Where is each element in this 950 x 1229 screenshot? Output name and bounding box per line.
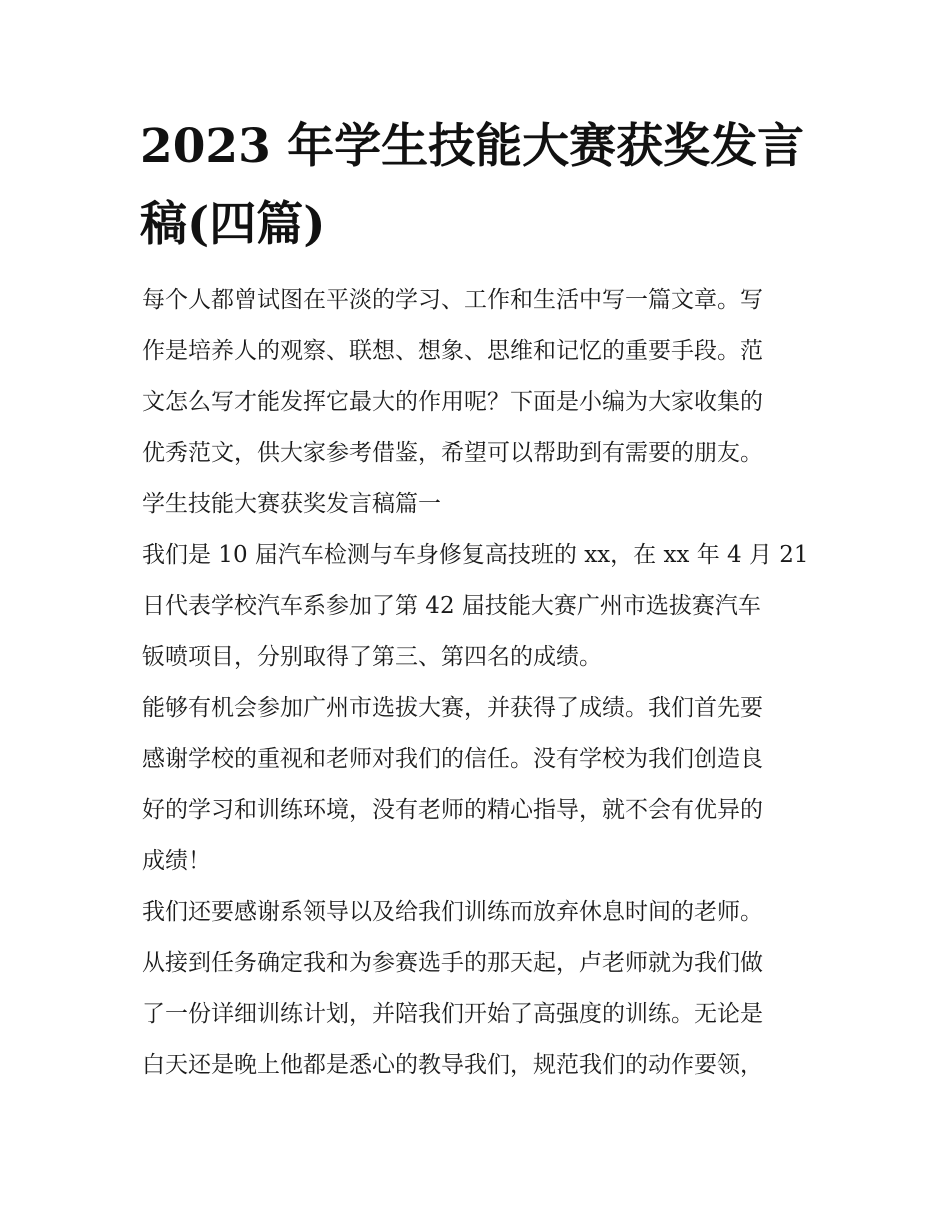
page-title bbox=[140, 108, 820, 264]
body-line: 作是培养人的观察、联想、想象、思维和记忆的重要手段。范 bbox=[142, 338, 763, 364]
body-line: 每个人都曾试图在平淡的学习、工作和生活中写一篇文章。写 bbox=[142, 287, 763, 313]
section-heading: 学生技能大赛获奖发言稿篇一 bbox=[142, 491, 441, 517]
body-line: 能够有机会参加广州市选拔大赛，并获得了成绩。我们首先要 bbox=[142, 695, 763, 721]
body-line: 白天还是晚上他都是悉心的教导我们，规范我们的动作要领， bbox=[142, 1052, 763, 1078]
body-line: 成绩！ bbox=[142, 848, 211, 874]
body-line: 了一份详细训练计划，并陪我们开始了高强度的训练。无论是 bbox=[142, 1001, 763, 1027]
body-line: 钣喷项目，分别取得了第三、第四名的成绩。 bbox=[142, 644, 602, 670]
body-line: 感谢学校的重视和老师对我们的信任。没有学校为我们创造良 bbox=[142, 746, 763, 772]
body-line: 我们是 10 届汽车检测与车身修复高技班的 xx，在 xx 年 4 月 21 bbox=[142, 542, 809, 568]
body-line: 文怎么写才能发挥它最大的作用呢？下面是小编为大家收集的 bbox=[142, 389, 763, 415]
body-line: 从接到任务确定我和为参赛选手的那天起，卢老师就为我们做 bbox=[142, 950, 763, 976]
body-line: 日代表学校汽车系参加了第 42 届技能大赛广州市选拔赛汽车 bbox=[142, 593, 761, 619]
body-line: 好的学习和训练环境，没有老师的精心指导，就不会有优异的 bbox=[142, 797, 763, 823]
title-line: 稿(四篇) bbox=[140, 197, 326, 252]
body-line: 优秀范文，供大家参考借鉴，希望可以帮助到有需要的朋友。 bbox=[142, 440, 763, 466]
title-line: 2023 年学生技能大赛获奖发言 bbox=[140, 119, 805, 174]
body-line: 我们还要感谢系领导以及给我们训练而放弃休息时间的老师。 bbox=[142, 899, 763, 925]
document-body bbox=[142, 275, 822, 1091]
